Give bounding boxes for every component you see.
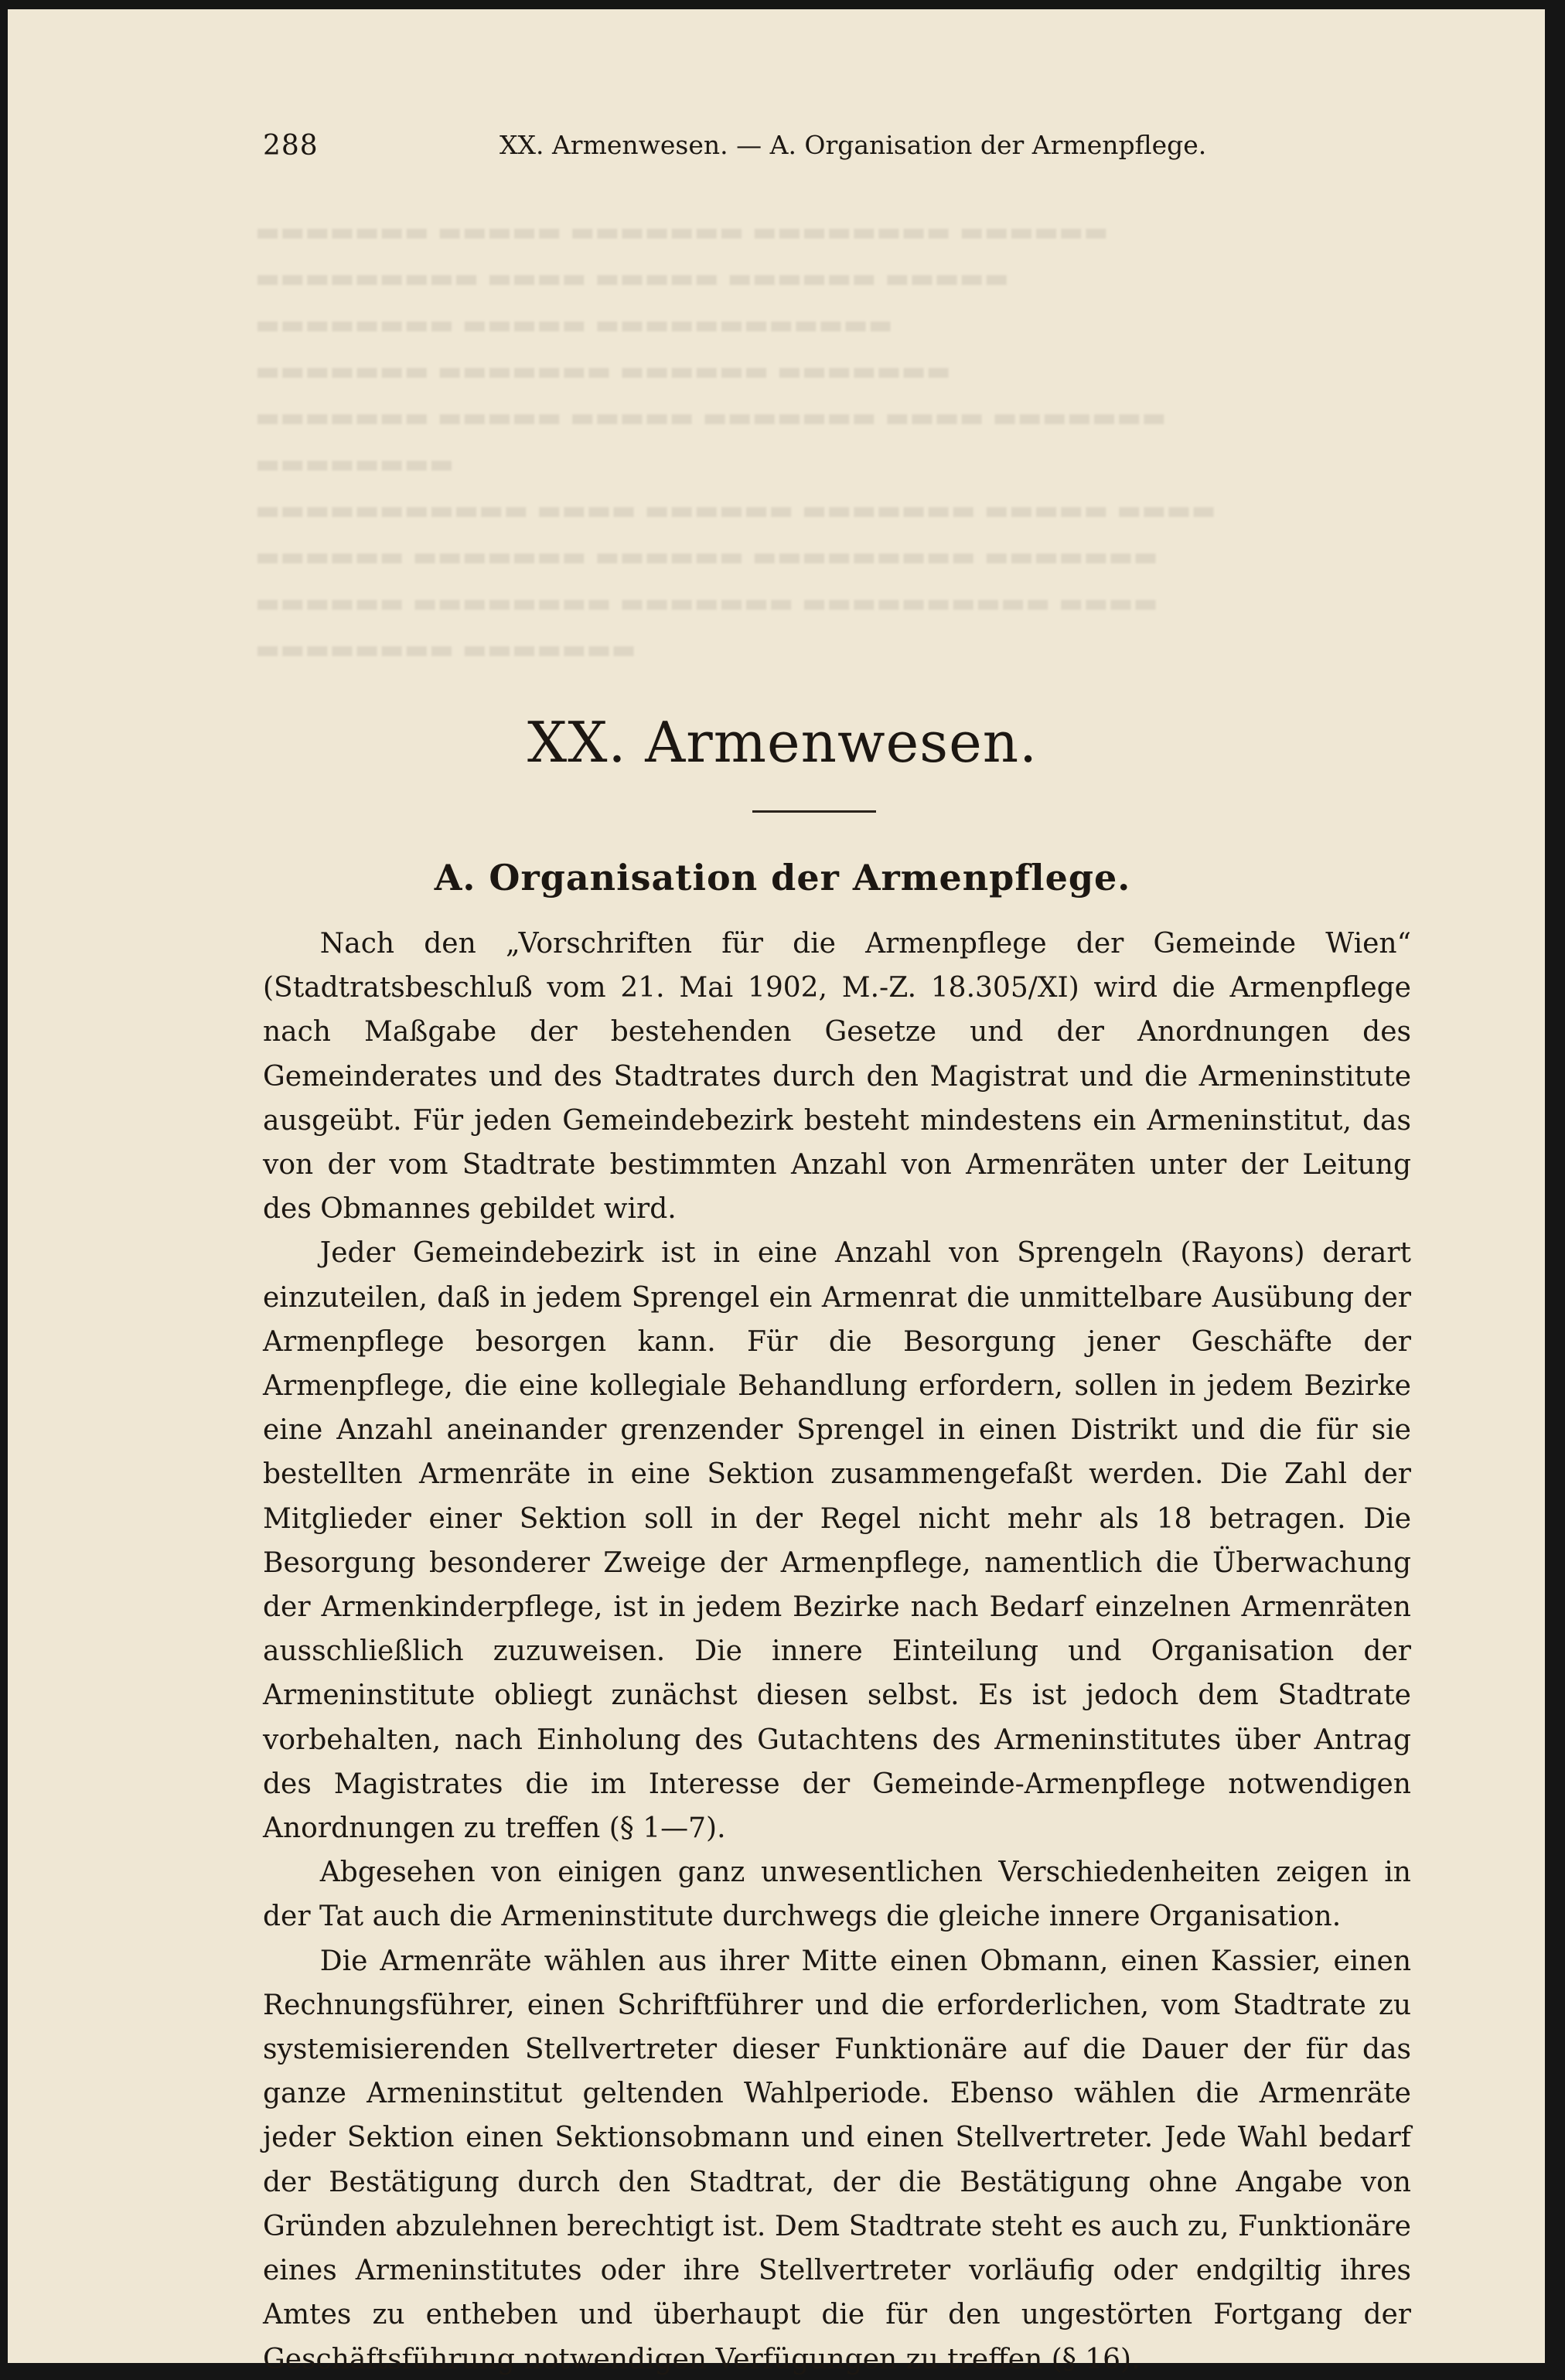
running-head: XX. Armenwesen. — A. Organisation der Armenpflege. [500,130,1207,160]
paragraph: Abgesehen von einigen ganz unwesentlichen Verschiedenheiten zeigen in der Tat auch die Armeninstitute durchwegs die gleiche innere Organisation. [263,1857,1411,1933]
body-text [263,922,1411,2380]
section-title: A. Organisation der Armenpflege. [434,857,1131,898]
page-header [263,130,1423,169]
paragraph: Jeder Gemeindebezirk ist in eine Anzahl von Sprengeln (Rayons) derart einzuteilen, daß in jedem Sprengel ein Armenrat die unmittelbare Ausübung der Armenpflege besorgen kann. Für die Besorgung jener Geschäfte der Armenpflege, die eine kollegiale Behandlung erfordern, sollen in jedem Bezirke eine Anzahl aneinander grenzender Sprengel in einen Distrikt und die für sie bestellten Armenräte in eine Sektion zusammengefaßt werden. Die Zahl der Mitglieder einer Sektion soll in der Regel nicht mehr als 18 betragen. Die Besorgung besonderer Zweige der Armenpflege, namentlich die Überwachung der Armenkinderpflege, ist in jedem Bezirke nach Bedarf einzelnen Armenräten ausschließlich zuzuweisen. Die innere Einteilung und Organisation der Armeninstitute obliegt zunächst diesen selbst. Es ist jedoch dem Stadtrate vorbehalten, nach Einholung des Gutachtens des Armeninstitutes über Antrag des Magistrates die im Interesse der Gemeinde-Armenpflege notwendigen Anordnungen zu treffen (§ 1—7). [263,1237,1411,1845]
scan-border-right [1545,0,1565,2380]
scan-border-left [0,0,8,2380]
paragraph: Nach den „Vorschriften für die Armenpflege der Gemeinde Wien“ (Stadtratsbeschluß vom 21. Mai 1902, M.-Z. 18.305/XI) wird die Armenpflege nach Maßgabe der bestehenden Gesetze und der Anordnungen des Gemeinderates und des Stadtrates durch den Magistrat und die Armeninstitute ausgeübt. Für jeden Gemeindebezirk besteht mindestens ein Armeninstitut, das von der vom Stadtrate bestimmten Anzahl von Armenräten unter der Leitung des Obmannes gebildet wird. [263,928,1411,1226]
scan-border-top [0,0,1565,9]
chapter-title: XX. Armenwesen. [527,710,1038,775]
page-number: 288 [263,130,319,162]
bleed-through-texture: ▬▬▬▬▬▬▬ ▬▬▬▬▬ ▬▬▬▬▬▬▬ ▬▬▬▬▬▬▬▬ ▬▬▬▬▬▬ ▬▬▬▬▬▬▬▬▬ ▬▬▬▬ ▬▬▬▬▬ ▬▬▬▬▬▬ ▬▬▬▬▬ ▬▬▬▬▬▬▬▬ ▬▬▬▬▬ ▬▬▬▬▬▬▬▬▬▬▬▬ ▬▬▬▬▬▬▬ ▬▬▬▬▬▬▬ ▬▬▬▬▬▬ ▬▬▬▬▬▬▬ ▬▬▬▬▬▬▬ ▬▬▬▬▬ ▬▬▬▬▬ ▬▬▬▬▬▬▬ ▬▬▬▬ ▬▬▬▬▬▬▬ ▬▬▬▬▬▬▬▬ ▬▬▬▬▬▬▬▬▬▬▬ ▬▬▬▬ ▬▬▬▬▬▬ ▬▬▬▬▬▬▬ ▬▬▬▬▬ ▬▬▬▬ ▬▬▬▬▬▬ ▬▬▬▬▬▬▬ ▬▬▬▬▬▬ ▬▬▬▬▬▬▬▬▬ ▬▬▬▬▬▬▬ ▬▬▬▬▬▬ ▬▬▬▬▬▬▬▬ ▬▬▬▬▬▬▬ ▬▬▬▬▬▬▬▬▬▬ ▬▬▬▬ ▬▬▬▬▬▬▬▬ ▬▬▬▬▬▬▬ [255,217,1216,665]
title-divider [752,810,876,813]
paragraph: Die Armenräte wählen aus ihrer Mitte einen Obmann, einen Kassier, einen Rechnungsführer, einen Schriftführer und die erforderlichen, vom Stadtrate zu systemisierenden Stellvertreter dieser Funktionäre auf die Dauer der für das ganze Armeninstitut geltenden Wahlperiode. Ebenso wählen die Armenräte jeder Sektion einen Sektionsobmann und einen Stellvertreter. Jede Wahl bedarf der Bestätigung durch den Stadtrat, der die Bestätigung ohne Angabe von Gründen abzulehnen berechtigt ist. Dem Stadtrate steht es auch zu, Funktionäre eines Armeninstitutes oder ihre Stellvertreter vorläufig oder endgiltig ihres Amtes zu entheben und überhaupt die für den ungestörten Fortgang der Geschäftsführung notwendigen Verfügungen zu treffen (§ 16). [263,1945,1411,2375]
